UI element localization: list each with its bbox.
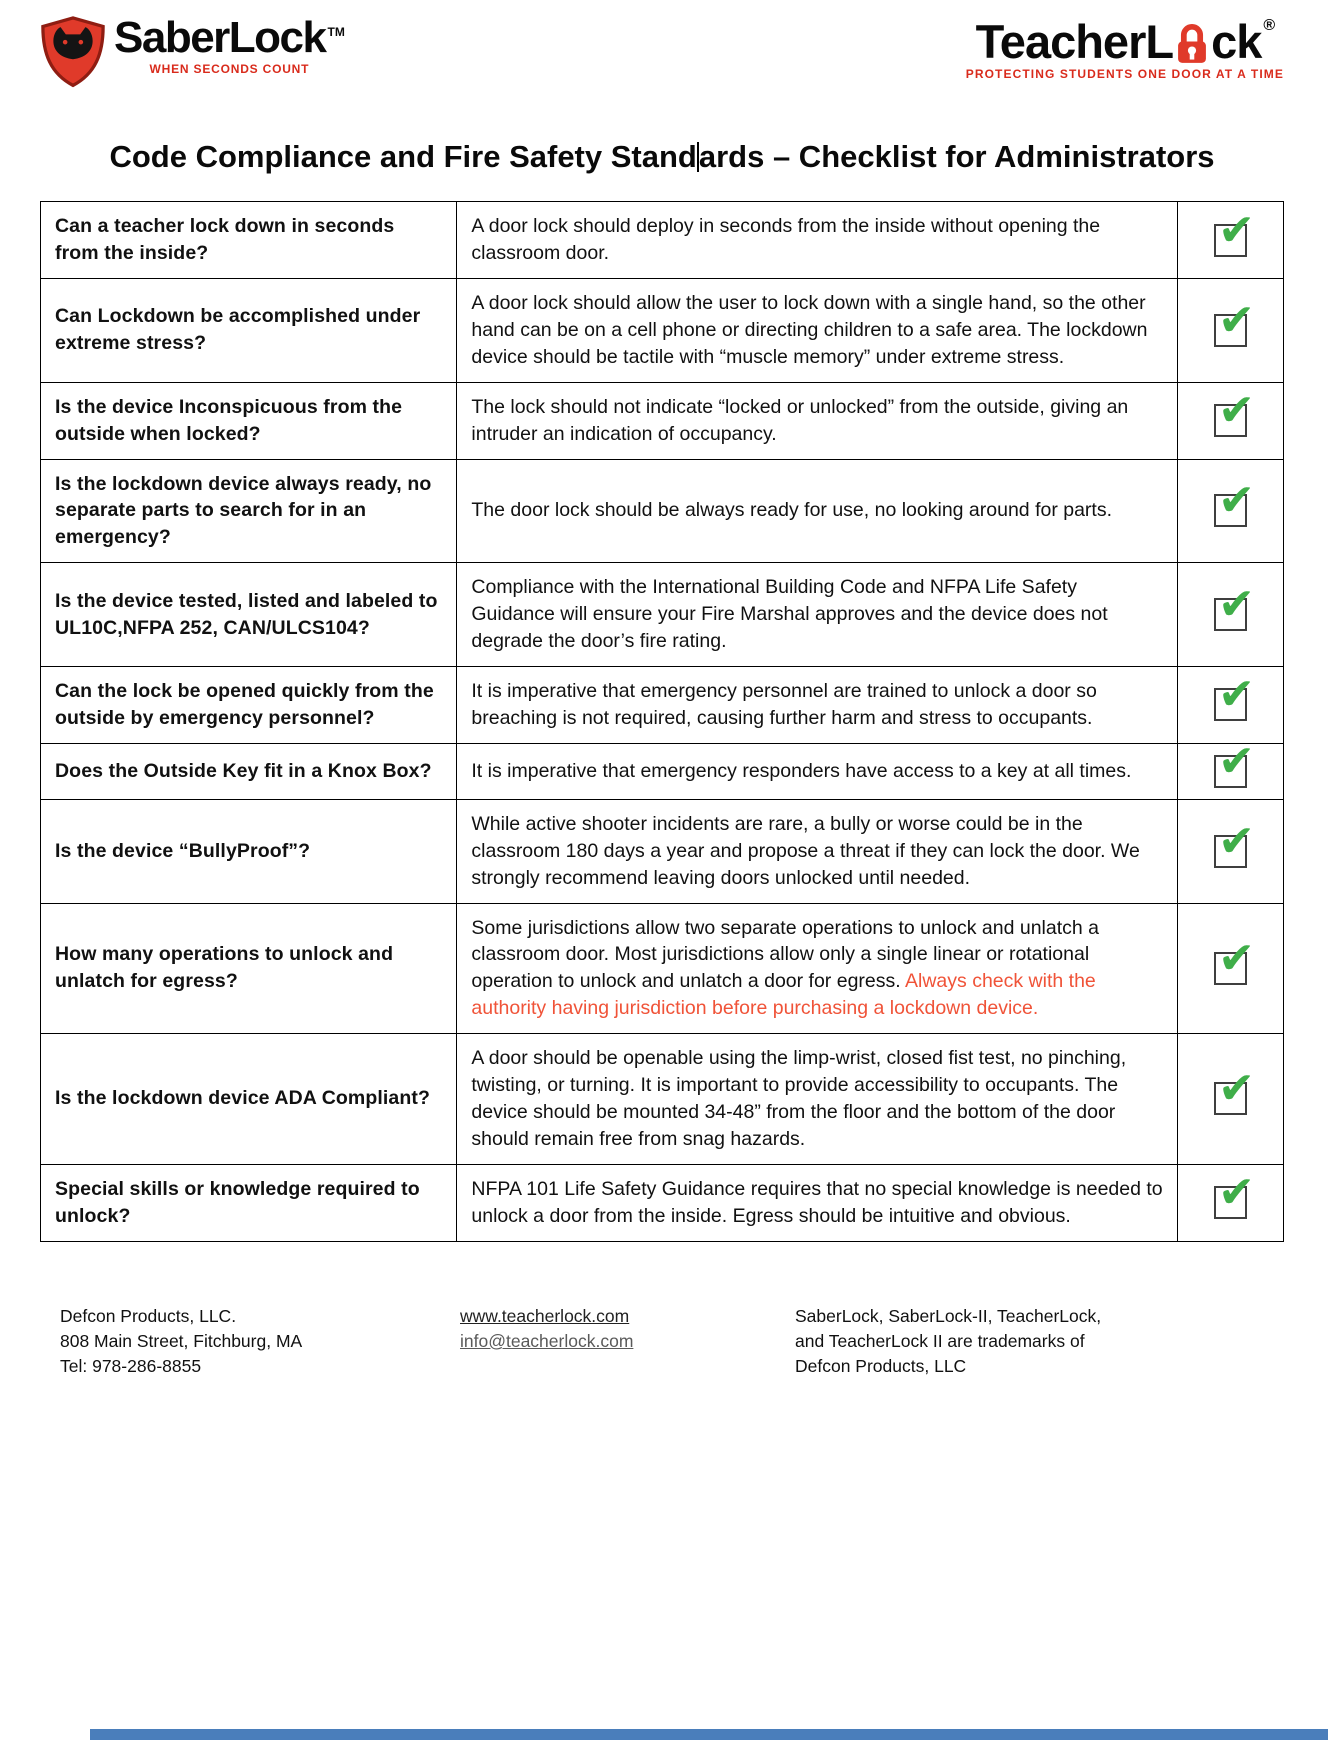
checkbox-cell (1178, 666, 1284, 743)
registered-mark: ® (1263, 17, 1275, 34)
checkbox[interactable] (1214, 933, 1256, 985)
checkbox[interactable] (1214, 580, 1256, 631)
footer-bar (90, 1729, 1328, 1740)
trademark-line: and TeacherLock II are trademarks of (795, 1330, 1085, 1351)
table-row (41, 459, 1284, 563)
answer-cell (457, 563, 1178, 667)
teacherlock-tagline: PROTECTING STUDENTS ONE DOOR AT A TIME (965, 67, 1284, 81)
answer-cell (457, 1034, 1178, 1165)
table-row (41, 799, 1284, 903)
padlock-icon (1174, 23, 1210, 65)
answer-text: Some jurisdictions allow two separate operations to unlock and unlatch a classroom door. Most jurisdictions allow only a single linear or rotational operation to unlock and unlatch a door for egress. (471, 916, 1099, 993)
table-row (41, 903, 1284, 1034)
email-link[interactable]: info@teacherlock.com (460, 1330, 634, 1351)
answer-text: A door lock should deploy in seconds from the inside without opening the classroom door. (471, 215, 1101, 265)
company-address (60, 1304, 400, 1380)
checkbox-cell (1178, 1034, 1284, 1165)
question-cell: Does the Outside Key fit in a Knox Box? (41, 743, 457, 799)
table-row (41, 563, 1284, 667)
website-link[interactable]: www.teacherlock.com (460, 1305, 630, 1326)
company-phone: Tel: 978-286-8855 (60, 1356, 202, 1377)
footer-links (460, 1304, 760, 1380)
checklist-table (40, 201, 1284, 1241)
question-cell: Is the lockdown device always ready, no separate parts to search for in an emergency? (41, 459, 457, 563)
checkbox-cell (1178, 1164, 1284, 1241)
title-text-after-cursor: ards – Checklist for Administrators (698, 139, 1215, 174)
question-cell: Is the device Inconspicuous from the outside when locked? (41, 382, 457, 459)
question-cell: Can the lock be opened quickly from the outside by emergency personnel? (41, 666, 457, 743)
checkbox-cell (1178, 279, 1284, 383)
table-row (41, 743, 1284, 799)
checkbox-cell (1178, 903, 1284, 1034)
checkbox-cell (1178, 202, 1284, 279)
question-cell: Is the device “BullyProof”? (41, 799, 457, 903)
checkbox[interactable] (1214, 295, 1256, 347)
checkbox[interactable] (1214, 205, 1256, 257)
checkbox[interactable] (1214, 670, 1256, 721)
table-row (41, 279, 1284, 383)
checkmark-icon: ✔ (1218, 295, 1256, 345)
answer-text: It is imperative that emergency responders have access to a key at all times. (471, 759, 1132, 782)
company-name: Defcon Products, LLC. (60, 1305, 237, 1326)
question-cell: Can Lockdown be accomplished under extreme stress? (41, 279, 457, 383)
question-cell: How many operations to unlock and unlatch for egress? (41, 903, 457, 1034)
answer-text: A door lock should allow the user to lock down with a single hand, so the other hand can be on a cell phone or directing children to a safe area. The lockdown device should be tactile with “muscle memory” under extreme stress. (471, 292, 1148, 368)
table-row (41, 1034, 1284, 1165)
checkmark-icon: ✔ (1218, 933, 1256, 983)
checkbox-cell (1178, 799, 1284, 903)
page-title (40, 138, 1284, 175)
answer-cell (457, 666, 1178, 743)
answer-warning-text: Always check with the authority having jurisdiction before purchasing a lockdown device. (471, 970, 1096, 1020)
checkmark-icon: ✔ (1218, 816, 1256, 866)
answer-text: The lock should not indicate “locked or unlocked” from the outside, giving an intruder an indication of occupancy. (471, 395, 1129, 445)
trademark-notice (795, 1304, 1180, 1380)
checkmark-icon: ✔ (1218, 205, 1256, 255)
checkbox-cell (1178, 382, 1284, 459)
answer-text: A door should be openable using the limp-wrist, closed fist test, no pinching, twisting, or turning. It is important to provide accessibility to occupants. The device should be mounted 34-48” from the floor and the bottom of the door should remain free from snag hazards. (471, 1047, 1127, 1150)
trademark-line: SaberLock, SaberLock-II, TeacherLock, (795, 1305, 1102, 1326)
checkmark-icon: ✔ (1218, 1168, 1256, 1218)
checkbox-cell (1178, 736, 1284, 799)
checkmark-icon: ✔ (1218, 736, 1256, 786)
saberlock-tm-mark: TM (327, 25, 345, 40)
teacherlock-name-part1: TeacherL (975, 15, 1174, 68)
checkbox-cell (1178, 459, 1284, 563)
title-text-before-cursor: Code Compliance and Fire Safety Stand (109, 139, 697, 174)
checkbox[interactable] (1214, 476, 1256, 527)
table-row (41, 1164, 1284, 1241)
checkbox-cell (1178, 563, 1284, 667)
company-street: 808 Main Street, Fitchburg, MA (60, 1330, 303, 1351)
table-row (41, 202, 1284, 279)
saberlock-shield-icon (40, 16, 106, 88)
trademark-line: Defcon Products, LLC (795, 1356, 967, 1377)
table-row (41, 666, 1284, 743)
question-cell: Special skills or knowledge required to unlock? (41, 1164, 457, 1241)
answer-text: The door lock should be always ready for use, no looking around for parts. (471, 499, 1113, 522)
saberlock-name: SaberLock (114, 13, 326, 62)
checkbox[interactable] (1214, 1064, 1256, 1115)
answer-cell (457, 799, 1178, 903)
checkmark-icon: ✔ (1218, 670, 1256, 720)
saberlock-wordmark (114, 13, 345, 62)
question-cell: Is the device tested, listed and labeled to UL10C,NFPA 252, CAN/ULCS104? (41, 563, 457, 667)
answer-cell (457, 279, 1178, 383)
answer-text: Compliance with the International Building Code and NFPA Life Safety Guidance will ensure your Fire Marshal approves and the device does not degrade the door’s fire rating. (471, 576, 1108, 653)
checkmark-icon: ✔ (1218, 580, 1256, 630)
answer-cell (457, 382, 1178, 459)
teacherlock-wordmark (975, 15, 1275, 68)
teacherlock-name-part2: ck (1211, 15, 1262, 68)
checkmark-icon: ✔ (1218, 1064, 1256, 1114)
answer-text: It is imperative that emergency personnel are trained to unlock a door so breaching is not required, causing further harm and stress to occupants. (471, 679, 1097, 729)
answer-cell (457, 743, 1178, 799)
checkmark-icon: ✔ (1218, 476, 1256, 526)
checkbox[interactable] (1214, 1168, 1256, 1219)
answer-cell (457, 903, 1178, 1034)
checkmark-icon: ✔ (1218, 386, 1256, 436)
checkbox[interactable] (1214, 386, 1256, 437)
answer-cell (457, 459, 1178, 563)
saberlock-wordmark-block (114, 13, 345, 76)
header (40, 13, 1284, 112)
saberlock-tagline: WHEN SECONDS COUNT (149, 62, 310, 76)
question-cell: Can a teacher lock down in seconds from the inside? (41, 202, 457, 279)
question-cell: Is the lockdown device ADA Compliant? (41, 1034, 457, 1165)
answer-text: While active shooter incidents are rare, a bully or worse could be in the classroom 180 days a year and propose a threat if they can lock the door. We strongly recommend leaving doors unlocked until needed. (471, 812, 1140, 889)
teacherlock-logo (965, 15, 1284, 81)
answer-cell (457, 1164, 1178, 1241)
checkbox[interactable] (1214, 736, 1256, 788)
saberlock-logo (40, 13, 345, 88)
checkbox[interactable] (1214, 816, 1256, 868)
answer-cell (457, 202, 1178, 279)
answer-text: NFPA 101 Life Safety Guidance requires that no special knowledge is needed to unlock a door from the inside. Egress should be intuitive and obvious. (471, 1177, 1163, 1227)
footer (40, 1304, 1284, 1380)
table-row (41, 382, 1284, 459)
